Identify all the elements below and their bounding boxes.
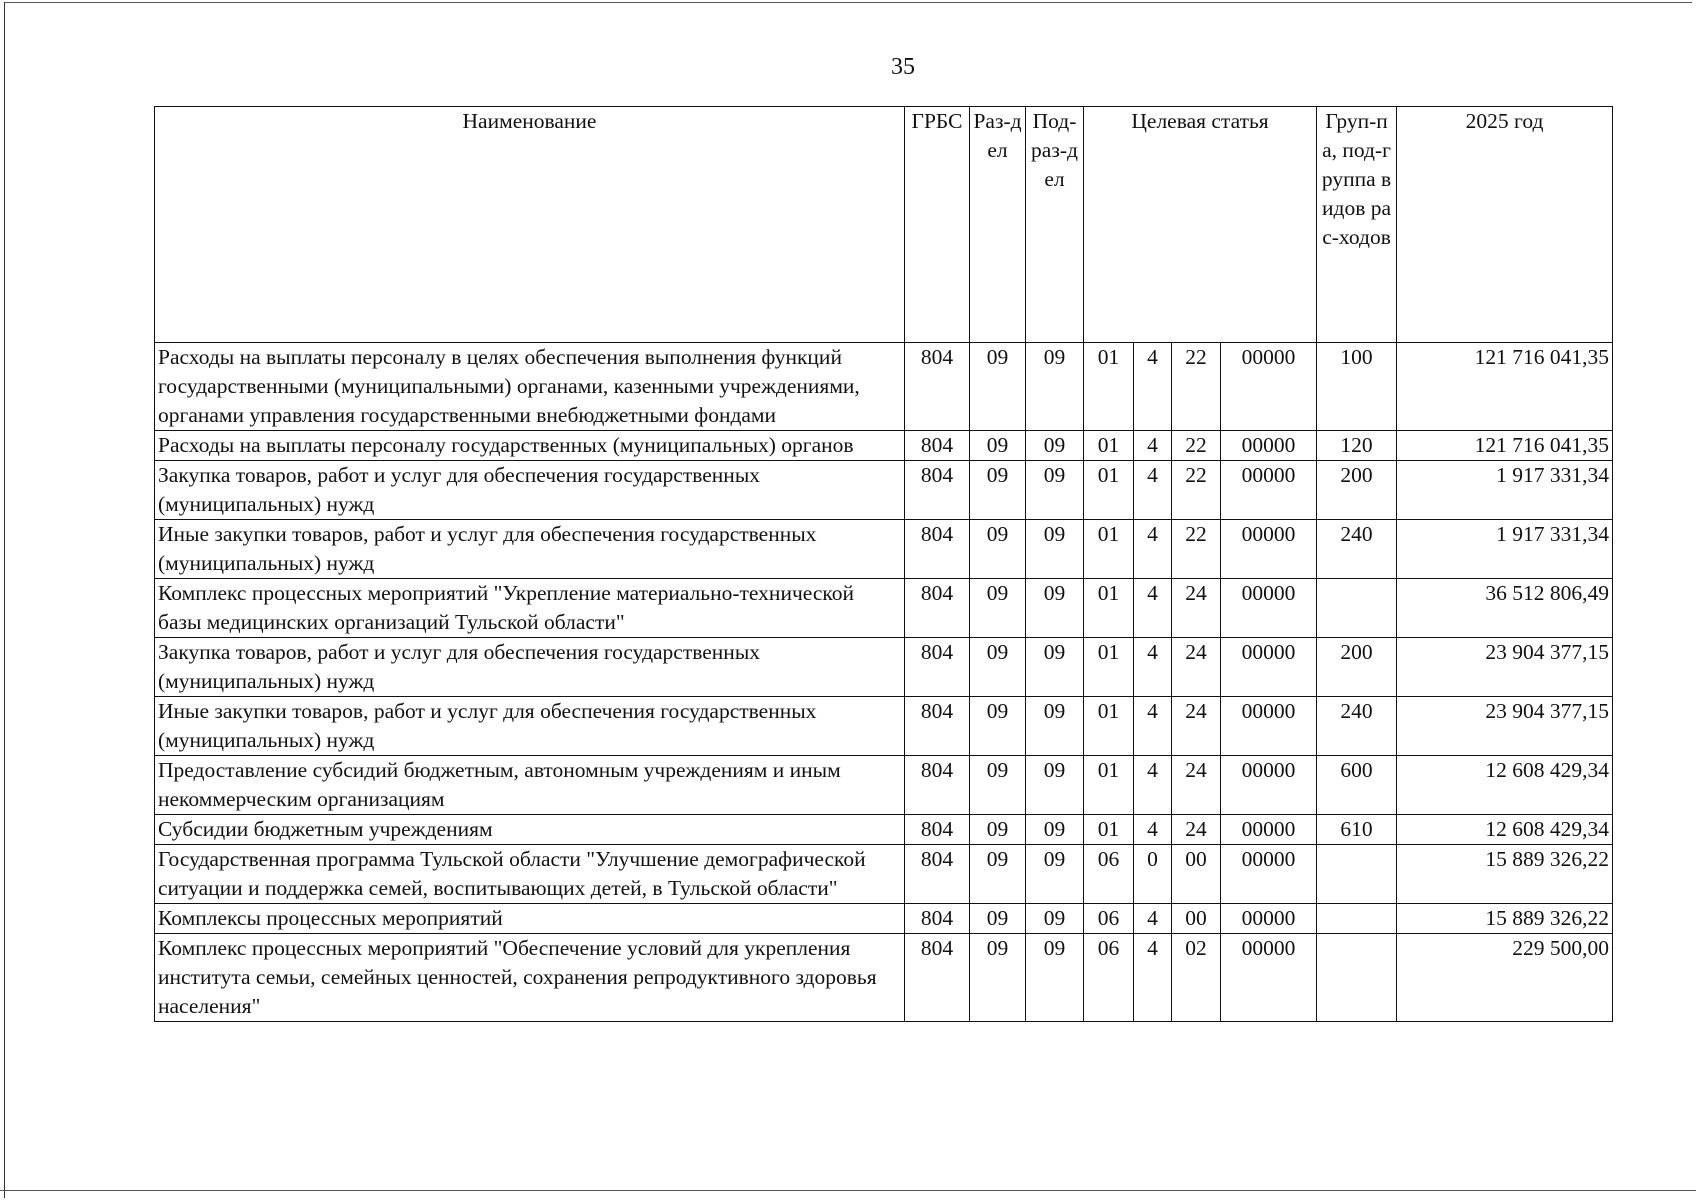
cell-cs-type: 4 — [1134, 431, 1172, 461]
table-header — [155, 107, 1613, 343]
cell-razdel: 09 — [970, 431, 1026, 461]
cell-cs-direction: 00000 — [1221, 579, 1317, 638]
cell-cs-program: 01 — [1084, 431, 1134, 461]
cell-grbs: 804 — [905, 638, 970, 697]
cell-cs-element: 22 — [1172, 431, 1221, 461]
cell-cs-type: 4 — [1134, 461, 1172, 520]
cell-razdel: 09 — [970, 343, 1026, 431]
cell-vid-rashodov: 610 — [1317, 815, 1397, 845]
cell-cs-type: 4 — [1134, 343, 1172, 431]
cell-cs-program: 01 — [1084, 461, 1134, 520]
cell-amount: 15 889 326,22 — [1397, 845, 1613, 904]
cell-name: Государственная программа Тульской области "Улучшение демографической ситуации и поддержка семей, воспитывающих детей, в Тульской области" — [155, 845, 905, 904]
cell-razdel: 09 — [970, 756, 1026, 815]
header-podrazdel: Под-раз-дел — [1026, 107, 1084, 343]
table-row — [155, 461, 1613, 520]
cell-vid-rashodov — [1317, 934, 1397, 1022]
cell-cs-element: 00 — [1172, 845, 1221, 904]
cell-amount: 12 608 429,34 — [1397, 815, 1613, 845]
cell-vid-rashodov: 100 — [1317, 343, 1397, 431]
cell-razdel: 09 — [970, 815, 1026, 845]
cell-podrazdel: 09 — [1026, 934, 1084, 1022]
cell-cs-direction: 00000 — [1221, 343, 1317, 431]
cell-cs-direction: 00000 — [1221, 461, 1317, 520]
cell-name: Закупка товаров, работ и услуг для обеспечения государственных (муниципальных) нужд — [155, 638, 905, 697]
cell-amount: 121 716 041,35 — [1397, 343, 1613, 431]
cell-razdel: 09 — [970, 579, 1026, 638]
cell-grbs: 804 — [905, 697, 970, 756]
table-row — [155, 934, 1613, 1022]
cell-podrazdel: 09 — [1026, 579, 1084, 638]
cell-name: Комплексы процессных мероприятий — [155, 904, 905, 934]
cell-vid-rashodov — [1317, 579, 1397, 638]
cell-cs-program: 06 — [1084, 845, 1134, 904]
cell-razdel: 09 — [970, 934, 1026, 1022]
cell-podrazdel: 09 — [1026, 461, 1084, 520]
table-row — [155, 756, 1613, 815]
cell-cs-program: 01 — [1084, 756, 1134, 815]
table-row — [155, 815, 1613, 845]
cell-cs-type: 4 — [1134, 638, 1172, 697]
header-grbs: ГРБС — [905, 107, 970, 343]
cell-cs-element: 24 — [1172, 697, 1221, 756]
cell-grbs: 804 — [905, 756, 970, 815]
cell-podrazdel: 09 — [1026, 520, 1084, 579]
cell-cs-direction: 00000 — [1221, 756, 1317, 815]
cell-cs-type: 4 — [1134, 756, 1172, 815]
cell-grbs: 804 — [905, 520, 970, 579]
cell-cs-program: 01 — [1084, 697, 1134, 756]
cell-razdel: 09 — [970, 697, 1026, 756]
cell-name: Иные закупки товаров, работ и услуг для обеспечения государственных (муниципальных) нужд — [155, 697, 905, 756]
table-row — [155, 520, 1613, 579]
cell-amount: 1 917 331,34 — [1397, 520, 1613, 579]
cell-grbs: 804 — [905, 461, 970, 520]
cell-razdel: 09 — [970, 904, 1026, 934]
cell-podrazdel: 09 — [1026, 845, 1084, 904]
cell-amount: 121 716 041,35 — [1397, 431, 1613, 461]
cell-cs-program: 06 — [1084, 934, 1134, 1022]
cell-name: Иные закупки товаров, работ и услуг для обеспечения государственных (муниципальных) нужд — [155, 520, 905, 579]
cell-vid-rashodov: 200 — [1317, 638, 1397, 697]
cell-cs-program: 01 — [1084, 815, 1134, 845]
cell-cs-direction: 00000 — [1221, 934, 1317, 1022]
cell-vid-rashodov: 200 — [1317, 461, 1397, 520]
cell-cs-direction: 00000 — [1221, 431, 1317, 461]
cell-cs-program: 01 — [1084, 343, 1134, 431]
table-row — [155, 579, 1613, 638]
cell-amount: 36 512 806,49 — [1397, 579, 1613, 638]
cell-cs-element: 24 — [1172, 579, 1221, 638]
cell-razdel: 09 — [970, 520, 1026, 579]
table-row — [155, 431, 1613, 461]
cell-grbs: 804 — [905, 343, 970, 431]
cell-name: Субсидии бюджетным учреждениям — [155, 815, 905, 845]
cell-cs-type: 4 — [1134, 520, 1172, 579]
cell-cs-element: 24 — [1172, 638, 1221, 697]
cell-razdel: 09 — [970, 845, 1026, 904]
page-bottom-rule — [0, 1190, 1696, 1191]
cell-name: Предоставление субсидий бюджетным, автономным учреждениям и иным некоммерческим организациям — [155, 756, 905, 815]
cell-cs-element: 24 — [1172, 815, 1221, 845]
header-gruppa-vidov-rashodov: Груп-па, под-группа видов рас-ходов — [1317, 107, 1397, 343]
cell-grbs: 804 — [905, 815, 970, 845]
table-row — [155, 343, 1613, 431]
cell-name: Комплекс процессных мероприятий "Обеспечение условий для укрепления института семьи, семейных ценностей, сохранения репродуктивного здоровья населения" — [155, 934, 905, 1022]
cell-cs-element: 22 — [1172, 343, 1221, 431]
header-razdel: Раз-дел — [970, 107, 1026, 343]
cell-cs-type: 4 — [1134, 904, 1172, 934]
budget-table — [154, 106, 1613, 1022]
cell-cs-direction: 00000 — [1221, 845, 1317, 904]
cell-cs-type: 4 — [1134, 934, 1172, 1022]
cell-vid-rashodov — [1317, 904, 1397, 934]
cell-cs-element: 22 — [1172, 520, 1221, 579]
table-row — [155, 845, 1613, 904]
cell-vid-rashodov: 600 — [1317, 756, 1397, 815]
cell-name: Комплекс процессных мероприятий "Укрепление материально-технической базы медицинских организаций Тульской области" — [155, 579, 905, 638]
table-row — [155, 904, 1613, 934]
cell-cs-element: 22 — [1172, 461, 1221, 520]
cell-amount: 23 904 377,15 — [1397, 638, 1613, 697]
header-year: 2025 год — [1397, 107, 1613, 343]
cell-cs-direction: 00000 — [1221, 815, 1317, 845]
cell-name: Расходы на выплаты персоналу государственных (муниципальных) органов — [155, 431, 905, 461]
cell-cs-program: 06 — [1084, 904, 1134, 934]
table-row — [155, 697, 1613, 756]
cell-cs-type: 4 — [1134, 579, 1172, 638]
cell-grbs: 804 — [905, 904, 970, 934]
cell-cs-element: 02 — [1172, 934, 1221, 1022]
table-row — [155, 638, 1613, 697]
cell-vid-rashodov: 240 — [1317, 520, 1397, 579]
cell-amount: 1 917 331,34 — [1397, 461, 1613, 520]
cell-name: Расходы на выплаты персоналу в целях обеспечения выполнения функций государственными (муниципальными) органами, казенными учреждениями, органами управления государственными внебюджетными фондами — [155, 343, 905, 431]
cell-grbs: 804 — [905, 845, 970, 904]
cell-podrazdel: 09 — [1026, 638, 1084, 697]
cell-cs-type: 4 — [1134, 697, 1172, 756]
cell-cs-direction: 00000 — [1221, 520, 1317, 579]
cell-cs-direction: 00000 — [1221, 697, 1317, 756]
cell-cs-program: 01 — [1084, 638, 1134, 697]
cell-podrazdel: 09 — [1026, 697, 1084, 756]
cell-cs-element: 00 — [1172, 904, 1221, 934]
cell-podrazdel: 09 — [1026, 904, 1084, 934]
cell-cs-program: 01 — [1084, 579, 1134, 638]
cell-vid-rashodov: 240 — [1317, 697, 1397, 756]
cell-amount: 12 608 429,34 — [1397, 756, 1613, 815]
cell-grbs: 804 — [905, 934, 970, 1022]
cell-podrazdel: 09 — [1026, 431, 1084, 461]
cell-grbs: 804 — [905, 431, 970, 461]
cell-vid-rashodov — [1317, 845, 1397, 904]
cell-cs-direction: 00000 — [1221, 638, 1317, 697]
cell-amount: 15 889 326,22 — [1397, 904, 1613, 934]
cell-cs-program: 01 — [1084, 520, 1134, 579]
table-body — [155, 343, 1613, 1022]
cell-grbs: 804 — [905, 579, 970, 638]
cell-podrazdel: 09 — [1026, 756, 1084, 815]
cell-cs-type: 0 — [1134, 845, 1172, 904]
header-name: Наименование — [155, 107, 905, 343]
cell-amount: 23 904 377,15 — [1397, 697, 1613, 756]
cell-vid-rashodov: 120 — [1317, 431, 1397, 461]
header-celevaya-statya: Целевая статья — [1084, 107, 1317, 343]
cell-cs-type: 4 — [1134, 815, 1172, 845]
cell-razdel: 09 — [970, 461, 1026, 520]
cell-name: Закупка товаров, работ и услуг для обеспечения государственных (муниципальных) нужд — [155, 461, 905, 520]
cell-cs-element: 24 — [1172, 756, 1221, 815]
cell-razdel: 09 — [970, 638, 1026, 697]
cell-amount: 229 500,00 — [1397, 934, 1613, 1022]
page-number: 35 — [891, 54, 915, 80]
cell-podrazdel: 09 — [1026, 343, 1084, 431]
cell-podrazdel: 09 — [1026, 815, 1084, 845]
cell-cs-direction: 00000 — [1221, 904, 1317, 934]
